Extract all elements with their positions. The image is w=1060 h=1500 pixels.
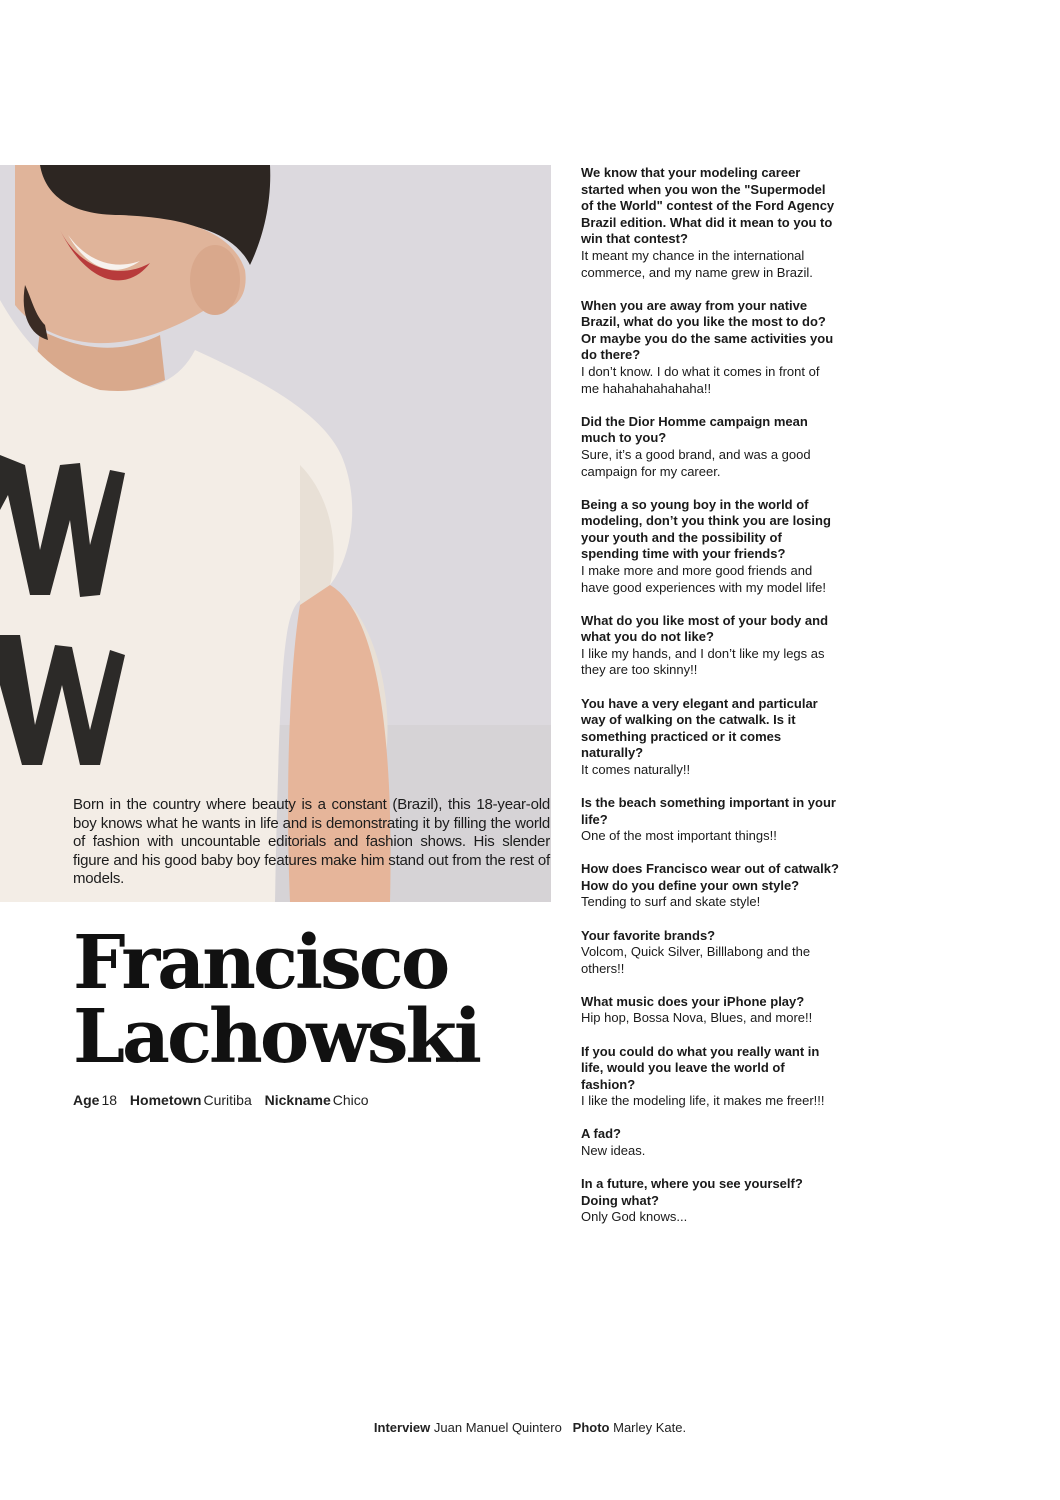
qa-item [581, 696, 839, 779]
interview-credit-label: Interview [373, 1420, 431, 1435]
question: You have a very elegant and particular way of walking on the catwalk. Is it something practiced or it comes naturally? [581, 695, 818, 761]
question: Is the beach something important in your life? [581, 795, 836, 827]
answer: It comes naturally!! [581, 761, 691, 777]
qa-item [581, 165, 839, 281]
qa-item [581, 928, 839, 978]
question: In a future, where you see yourself? Doing what? [581, 1176, 803, 1208]
answer: New ideas. [581, 1143, 646, 1158]
qa-item [581, 497, 839, 597]
question: We know that your modeling career started when you won the "Supermodel of the World" contest of the Ford Agency Brazil edition. What did it mean to you to win that contest? [581, 165, 835, 247]
answer: Sure, it’s a good brand, and was a good campaign for my career. [581, 446, 811, 479]
credits-line [0, 1420, 1060, 1435]
first-name: Francisco [73, 920, 448, 1006]
answer: Tending to surf and skate style! [581, 894, 761, 910]
question: What music does your iPhone play? [581, 993, 805, 1009]
answer: Hip hop, Bossa Nova, Blues, and more!! [581, 1010, 813, 1026]
answer: I don’t know. I do what it comes in front of me hahahahahahaha!! [581, 364, 820, 396]
qa-item [581, 414, 839, 480]
question: How does Francisco wear out of catwalk? How do you define your own style? [581, 861, 839, 893]
interview-credit-name: Juan Manuel Quintero [433, 1420, 562, 1435]
hometown-value: Curitiba [203, 1092, 252, 1108]
qa-item [581, 1176, 839, 1226]
question: Your favorite brands? [581, 927, 716, 943]
question: Did the Dior Homme campaign mean much to you? [581, 413, 808, 446]
photo-credit-label: Photo [572, 1420, 610, 1435]
age-label: Age [73, 1092, 100, 1108]
intro-paragraph: Born in the country where beauty is a constant (Brazil), this 18-year-old boy knows what he wants in life and is demonstrating it by filling the world of fashion with uncountable editorials and fashion shows. His slender figure and his good baby boy features make him stand out from the rest of models. [73, 796, 550, 888]
answer: Volcom, Quick Silver, Billlabong and the others!! [581, 944, 811, 976]
model-facts [73, 1092, 378, 1108]
question: What do you like most of your body and what you do not like? [581, 612, 829, 645]
qa-item [581, 1126, 839, 1159]
answer: Only God knows... [581, 1209, 688, 1225]
interview-column [581, 165, 839, 1242]
question: When you are away from your native Brazil, what do you like the most to do? Or maybe you do the same activities you do there? [581, 297, 834, 363]
qa-item [581, 298, 839, 398]
nickname-label: Nickname [264, 1092, 331, 1108]
qa-item [581, 861, 839, 911]
nickname-value: Chico [332, 1092, 369, 1108]
question: Being a so young boy in the world of modeling, don’t you think you are losing your youth and the possibility of spending time with your friends? [581, 496, 831, 562]
answer: One of the most important things!! [581, 828, 777, 844]
question: A fad? [581, 1126, 621, 1142]
portrait-illustration [0, 165, 551, 902]
answer: I like my hands, and I don’t like my legs as they are too skinny!! [581, 645, 825, 678]
hometown-label: Hometown [129, 1092, 202, 1108]
answer: I like the modeling life, it makes me freer!!! [581, 1093, 825, 1109]
qa-item [581, 994, 839, 1027]
question: If you could do what you really want in life, would you leave the world of fashion? [581, 1043, 820, 1092]
photo-credit-name: Marley Kate. [613, 1420, 687, 1435]
age-value: 18 [101, 1092, 118, 1108]
model-name-heading [73, 920, 563, 1080]
qa-item [581, 613, 839, 679]
qa-item [581, 795, 839, 845]
answer: It meant my chance in the international commerce, and my name grew in Brazil. [581, 247, 813, 280]
qa-item [581, 1044, 839, 1110]
last-name: Lachowski [73, 994, 479, 1080]
portrait-photo [0, 165, 551, 902]
answer: I make more and more good friends and have good experiences with my model life! [581, 562, 826, 595]
